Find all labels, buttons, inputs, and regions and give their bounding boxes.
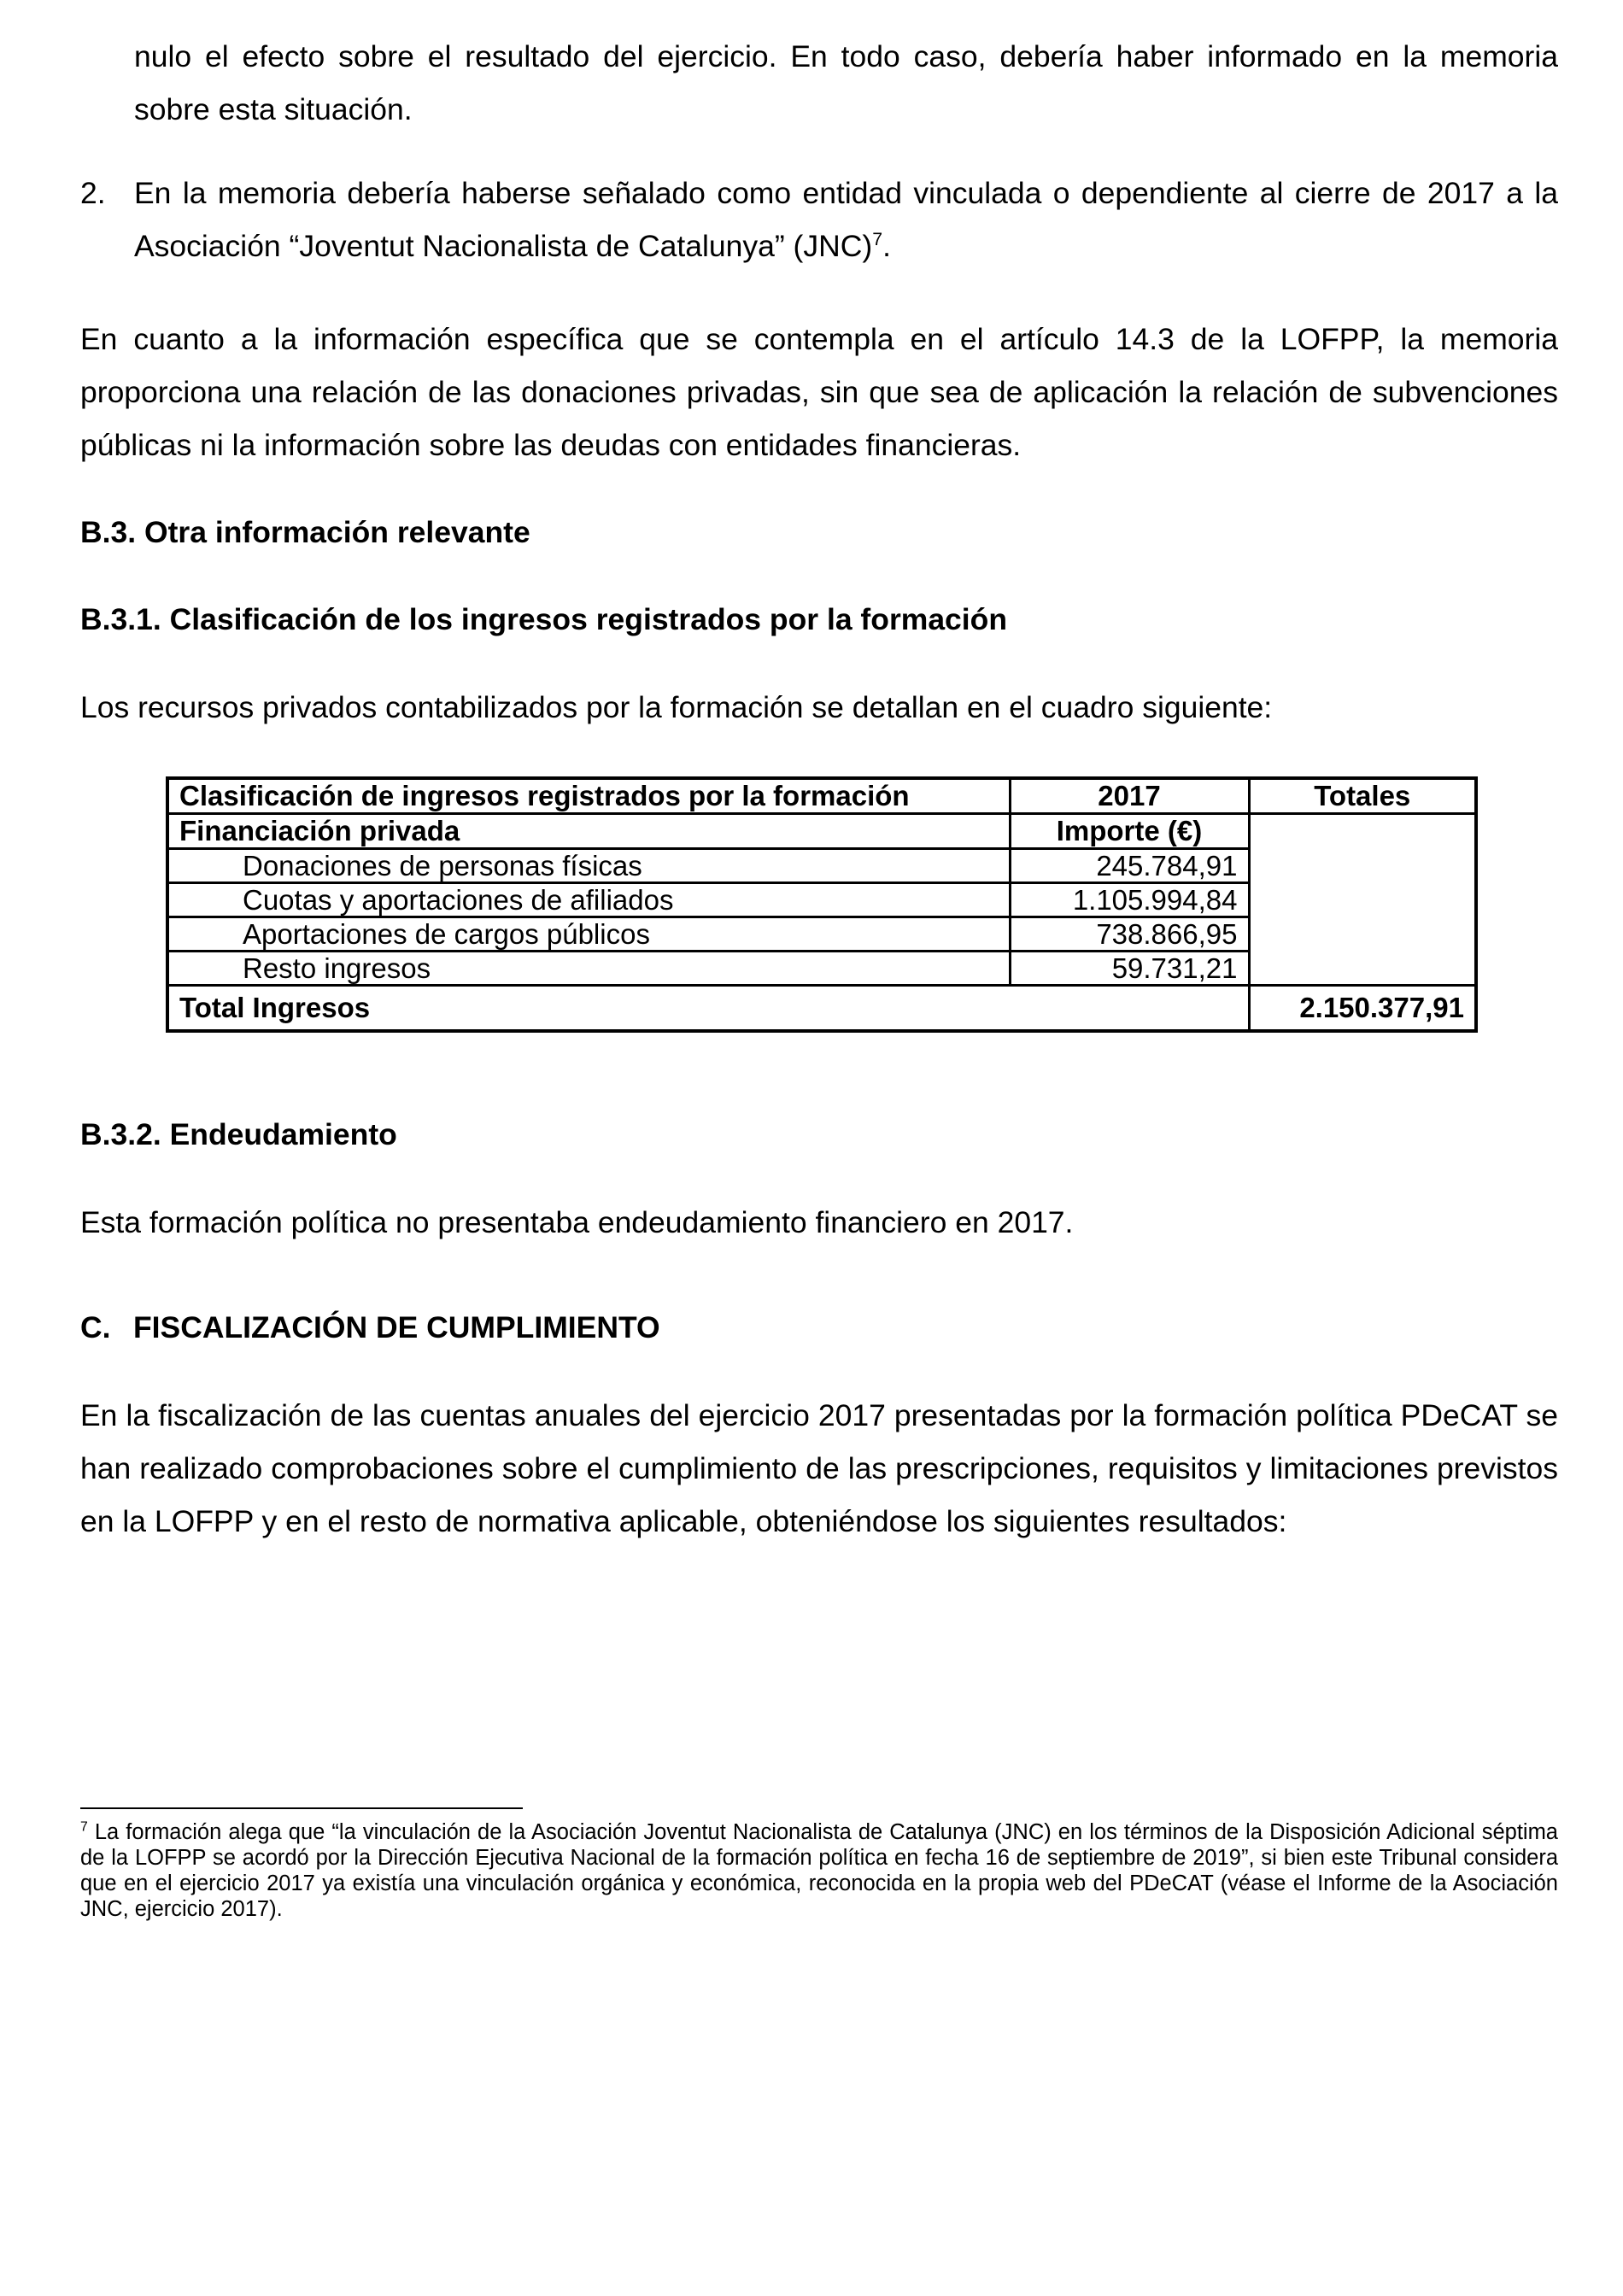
section-c-heading [80, 1309, 660, 1346]
footnote-marker: 7 [80, 1819, 88, 1835]
list-item-2-tail: . [882, 229, 891, 263]
table-group-unit: Importe (€) [1010, 814, 1249, 849]
table-row-label: Resto ingresos [167, 952, 1010, 986]
continuation-paragraph: nulo el efecto sobre el resultado del ejercicio. En todo caso, debería haber informado en la memoria sobre esta situación. [134, 39, 1558, 126]
section-b3-heading: B.3. Otra información relevante [80, 515, 530, 549]
table-row-amount: 1.105.994,84 [1010, 883, 1249, 917]
section-b32-heading: B.3.2. Endeudamiento [80, 1117, 397, 1151]
footnote [80, 1819, 1558, 1922]
table-header-label: Clasificación de ingresos registrados por la formación [167, 778, 1010, 814]
table-total-amount: 2.150.377,91 [1249, 986, 1476, 1032]
table-row-amount: 59.731,21 [1010, 952, 1249, 986]
section-b31-intro: Los recursos privados contabilizados por la formación se detallan en el cuadro siguiente: [80, 690, 1273, 724]
footnote-separator [80, 1807, 523, 1809]
info-paragraph: En cuanto a la información específica que se contempla en el artículo 14.3 de la LOFPP, la memoria proporciona una relación de las donaciones privadas, sin que sea de aplicación la relación de subvenciones públicas ni la información sobre las deudas con entidades financieras. [80, 322, 1558, 462]
section-c-paragraph: En la fiscalización de las cuentas anuales del ejercicio 2017 presentadas por la formación política PDeCAT se han realizado comprobaciones sobre el cumplimiento de las prescripciones, requisitos y limitaciones previstos en la LOFPP y en el resto de normativa aplicable, obteniéndose los siguientes resultados: [80, 1398, 1558, 1538]
table-group-label: Financiación privada [167, 814, 1010, 849]
section-c-number: C. [80, 1310, 111, 1344]
table-total-row [167, 986, 1476, 1032]
table-totals-blank [1249, 814, 1476, 986]
table-group-row [167, 814, 1476, 849]
table-row-label: Donaciones de personas físicas [167, 849, 1010, 883]
section-b32-text: Esta formación política no presentaba endeudamiento financiero en 2017. [80, 1205, 1074, 1239]
footnote-text: La formación alega que “la vinculación de la Asociación Joventut Nacionalista de Catalunya (JNC) en los términos de la Disposición Adicional séptima de la LOFPP se acordó por la Dirección Ejecutiva Nacional de la formación política en fecha 16 de septiembre de 2019”, si bien este Tribunal considera que en el ejercicio 2017 ya existía una vinculación orgánica y económica, reconocida en la propia web del PDeCAT (véase el Informe de la Asociación JNC, ejercicio 2017). [80, 1820, 1558, 1921]
section-c-title: FISCALIZACIÓN DE CUMPLIMIENTO [133, 1310, 660, 1344]
table-row-amount: 245.784,91 [1010, 849, 1249, 883]
section-b31-heading: B.3.1. Clasificación de los ingresos registrados por la formación [80, 602, 1008, 636]
list-item-number: 2. [80, 176, 106, 210]
table-row-amount: 738.866,95 [1010, 917, 1249, 952]
table-header-row [167, 778, 1476, 814]
table-header-totals: Totales [1249, 778, 1476, 814]
table-row-label: Aportaciones de cargos públicos [167, 917, 1010, 952]
footnote-ref[interactable]: 7 [872, 229, 883, 250]
list-item-2 [134, 167, 1558, 272]
table-header-year: 2017 [1010, 778, 1249, 814]
table-total-label: Total Ingresos [167, 986, 1249, 1032]
income-table [166, 776, 1478, 1033]
table-row-label: Cuotas y aportaciones de afiliados [167, 883, 1010, 917]
list-item-2-text: En la memoria debería haberse señalado como entidad vinculada o dependiente al cierre de 2017 a la Asociación “Joventut Nacionalista de Catalunya” (JNC) [134, 176, 1558, 263]
